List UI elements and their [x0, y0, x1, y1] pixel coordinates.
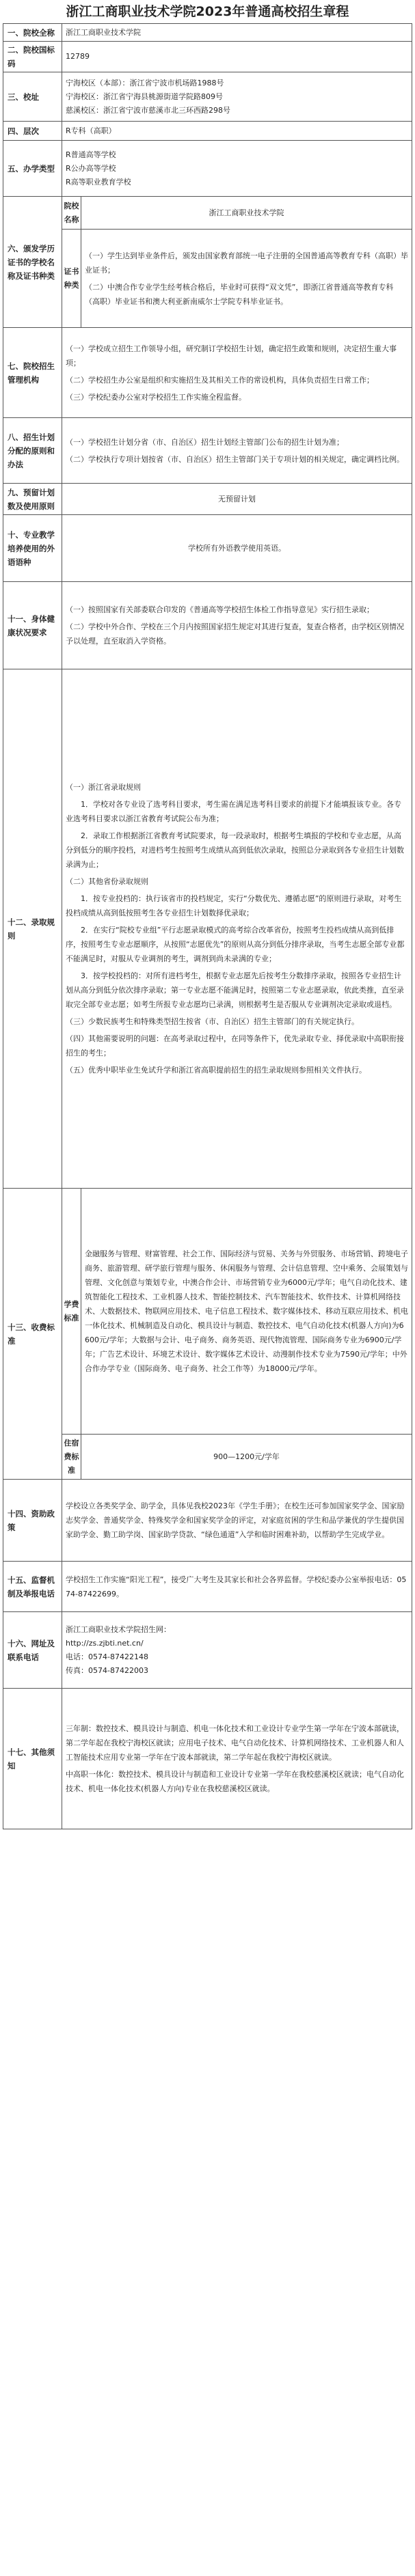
- row-language: [3, 515, 412, 582]
- row-label: 六、颁发学历证书的学校名称及证书种类: [3, 197, 62, 328]
- row-value: [62, 1689, 412, 1829]
- row-label: 八、招生计划分配的原则和办法: [3, 418, 62, 484]
- row-value: [62, 669, 412, 1189]
- address-line: 慈溪校区：浙江省宁波市慈溪市北三环西路298号: [66, 105, 230, 115]
- sub-label: 院校名称: [62, 197, 81, 230]
- item-text: 2．在实行“院校专业组”平行志愿录取模式的高考综合改革省份，按照考生投档成绩从高到低排序，按照考生专业志愿顺序，从按照“志愿优先”的原则从高分到低分排序录取，当考生志愿全部专业都不能满足时，对服从专业调剂的考生，调剂到尚未录满的专业；: [66, 926, 405, 963]
- fee-text: 金融服务与管理、财富管理、社会工作、国际经济与贸易、关务与外贸服务、市场营销、跨境电子商务、旅游管理、研学旅行管理与服务、休闲服务与管理、会计信息管理、空中乘务、会展策划与管理、文化创意与策划专业，中澳合作会计、市场营销专业为6000元/学年；电气自动化技术、建筑智能化工程技术、工业机器人技术、智能控制技术、汽车智能技术、软件技术、计算机网络技术、大数据技术、物联网应用技术、电子信息工程技术、数字媒体技术、移动互联应用技术、机电一体化技术、机械制造及自动化、模具设计与制造、数控技术、电气自动化技术(机器人方向)为6600元/学年；大数据与会计、电子商务、商务英语、现代物流管理、国际商务专业为6900元/学年；广告艺术设计、环境艺术设计、数字媒体艺术设计、动漫制作技术专业为7590元/学年；中外合作办学专业（国际商务、电子商务、社会工作等）为18000元/学年。: [85, 1249, 408, 1373]
- item-text: 3．按学校投档的：对所有进档考生，根据专业志愿先后按考生分数排序录取，按照各专业招生计划从高分到低分依次排序录取；第一专业志愿不能满足时，按照第二专业志愿录取，依此类推，直至录取完全部专业志愿；如考生所报专业志愿均已录满，则根据考生是否服从专业调剂决定录取或退档。: [66, 971, 404, 1009]
- item-text: （四）其他需要说明的问题：在高考录取过程中，在同等条件下，优先录取专业、择优录取中高职衔接招生的考生；: [66, 1034, 404, 1057]
- item-text: （一）学校成立招生工作领导小组，研究制订学校招生计划，确定招生政策和规则，决定招生重大事项；: [66, 344, 397, 368]
- contact-url[interactable]: http://zs.zjbti.net.cn/: [66, 1638, 144, 1648]
- row-value: 无预留计划: [62, 484, 412, 515]
- row-certificate-types: [3, 230, 412, 328]
- row-label: 二、院校国标码: [3, 42, 62, 72]
- item-text: （一）学生达到毕业条件后，颁发由国家教育部统一电子注册的全国普通高等教育专科（高职）毕业证书；: [85, 251, 408, 275]
- contact-phone: 电话：0574-87422148: [66, 1652, 148, 1661]
- address-line: 宁海校区：浙江省宁海县桃源街道学院路809号: [66, 92, 223, 101]
- sub-value: [81, 1189, 412, 1435]
- row-label: 十一、身体健康状况要求: [3, 582, 62, 669]
- row-plan-allocation: [3, 418, 412, 484]
- item-text: 学校设立各类奖学金、助学金，具体见我校2023年《学生手册》；在校生还可参加国家奖学金、国家励志奖学金、普通奖学金、特殊奖学金和国家奖学金的评定，对家庭贫困的学生和品学兼优的学生提供国家助学金、勤工助学岗、国家助学贷款、“绿色通道”入学和临时困难补助，以帮助学生完成学业。: [66, 1501, 405, 1539]
- row-value: [62, 72, 412, 122]
- sub-value: [81, 230, 412, 328]
- item-text: 2．录取工作根据浙江省教育考试院要求，每一段录取时，根据考生填报的学校和专业志愿，从高分到低分的顺序投档，对进档考生按照考生成绩从高到低依次录取，按照总分录取到各专业招生计划数录满为止；: [66, 831, 404, 869]
- charter-table: [3, 23, 412, 1829]
- sub-label: 学费标准: [62, 1189, 81, 1435]
- row-fees: [3, 1189, 412, 1435]
- row-label: 十七、其他须知: [3, 1689, 62, 1829]
- row-value: [62, 328, 412, 418]
- row-value: [62, 582, 412, 669]
- item-text: 1．按专业投档的：执行该省市的投档规定，实行“分数优先、遵循志愿”的原则进行录取，对考生投档成绩从高到低按照考生各专业招生计划数择优录取；: [66, 894, 402, 917]
- row-contact: [3, 1612, 412, 1689]
- contact-fax: 传真：0574-87422003: [66, 1665, 148, 1675]
- item-text: （二）学校执行专项计划按省（市、自治区）招生主管部门关于专项计划的相关规定，确定调档比例。: [66, 454, 404, 464]
- row-health: [3, 582, 412, 669]
- row-school-code: [3, 42, 412, 72]
- row-value: [62, 141, 412, 197]
- row-admission-rules: [3, 669, 412, 1189]
- contact-line: 浙江工商职业技术学院招生网：: [66, 1624, 171, 1634]
- item-text: （二）学校中外合作、学校在三个月内按照国家招生规定对其进行复查，复查合格者，由学校区别情况予以处理，直至取消入学资格。: [66, 622, 404, 646]
- row-supervision: [3, 1562, 412, 1612]
- item-text: （一）按照国家有关部委联合印发的《普通高等学校招生体检工作指导意见》实行招生录取；: [66, 605, 374, 614]
- row-dorm-fee: [3, 1435, 412, 1480]
- sub-label: 住宿费标准: [62, 1435, 81, 1480]
- row-label: 九、预留计划数及使用原则: [3, 484, 62, 515]
- row-value: [62, 1562, 412, 1612]
- row-school-type: [3, 141, 412, 197]
- row-label: 七、院校招生管理机构: [3, 328, 62, 418]
- sub-label: 证书种类: [62, 230, 81, 328]
- item-text: （一）浙江省录取规则: [66, 783, 141, 792]
- row-label: 十、专业教学培养使用的外语语种: [3, 515, 62, 582]
- sub-value: 900—1200元/学年: [81, 1435, 412, 1480]
- row-notes: [3, 1689, 412, 1829]
- row-level: [3, 122, 412, 141]
- item-text: （一）学校招生计划分省（市、自治区）招生计划经主管部门公布的招生计划为准；: [66, 437, 344, 447]
- sub-value: 浙江工商职业技术学院: [81, 197, 412, 230]
- item-text: （三）少数民族考生和特殊类型招生按省（市、自治区）招生主管部门的有关规定执行。: [66, 1017, 359, 1026]
- row-label: 三、校址: [3, 72, 62, 122]
- row-label: 五、办学类型: [3, 141, 62, 197]
- row-certificate: [3, 197, 412, 230]
- row-reserved-plan: [3, 484, 412, 515]
- row-label: 十二、录取规则: [3, 669, 62, 1189]
- type-line: R高等职业教育学校: [66, 177, 131, 186]
- page-title: 浙江工商职业技术学院2023年普通高校招生章程: [66, 4, 349, 19]
- row-value: 12789: [62, 42, 412, 72]
- row-label: 四、层次: [3, 122, 62, 141]
- row-label: 十六、网址及联系电话: [3, 1612, 62, 1689]
- row-value: R专科（高职）: [62, 122, 412, 141]
- item-text: 中高职一体化：数控技术、模具设计与制造和工业设计专业第一学年在我校慈溪校区就读；电气自动化技术、机电一体化技术(机器人方向)专业在我校慈溪校区就读。: [66, 1770, 404, 1793]
- row-aid: [3, 1480, 412, 1562]
- row-value: [62, 1480, 412, 1562]
- item-text: （二）学校招生办公室是组织和实施招生及其相关工作的常设机构，具体负责招生日常工作；: [66, 375, 374, 385]
- row-label: 十三、收费标准: [3, 1189, 62, 1480]
- item-text: （三）学校纪委办公室对学校招生工作实施全程监督。: [66, 392, 246, 402]
- row-admin-body: [3, 328, 412, 418]
- item-text: （二）其他省份录取规则: [66, 877, 148, 886]
- row-school-name: [3, 24, 412, 42]
- type-line: R普通高等学校: [66, 150, 116, 159]
- item-text: 1．学校对各专业设了选考科目要求，考生需在满足选考科目要求的前提下才能填报该专业。各专业选考科目要求以浙江省教育考试院公布为准；: [66, 800, 401, 823]
- type-line: R公办高等学校: [66, 163, 116, 173]
- item-text: （二）中澳合作专业学生经考核合格后，毕业时可获得“双文凭”，即浙江省普通高等教育专科（高职）毕业证书和澳大利亚新南威尔士学院专科毕业证书。: [85, 282, 394, 306]
- item-text: 三年制：数控技术、模具设计与制造、机电一体化技术和工业设计专业学生第一学年在宁波本部就读，第二学年起在我校宁海校区就读；应用电子技术、电气自动化技术、计算机网络技术、工业机器人和人工智能技术应用专业第一学年在宁波本部就读，第二学年起在我校宁海校区就读。: [66, 1724, 404, 1762]
- row-address: [3, 72, 412, 122]
- row-label: 一、院校全称: [3, 24, 62, 42]
- row-label: 十五、监督机制及举报电话: [3, 1562, 62, 1612]
- item-text: 学校招生工作实施“阳光工程”，接受广大考生及其家长和社会各界监督。学校纪委办公室举报电话：0574-87422699。: [66, 1575, 407, 1598]
- row-label: 十四、资助政策: [3, 1480, 62, 1562]
- row-value: 学校所有外语教学使用英语。: [62, 515, 412, 582]
- item-text: （五）优秀中职毕业生免试升学和浙江省高职提前招生的招生录取规则参照相关文件执行。: [66, 1066, 366, 1075]
- row-value: [62, 418, 412, 484]
- row-value: 浙江工商职业技术学院: [62, 24, 412, 42]
- row-value: [62, 1612, 412, 1689]
- address-line: 宁海校区（本部）：浙江省宁波市机场路1988号: [66, 78, 224, 87]
